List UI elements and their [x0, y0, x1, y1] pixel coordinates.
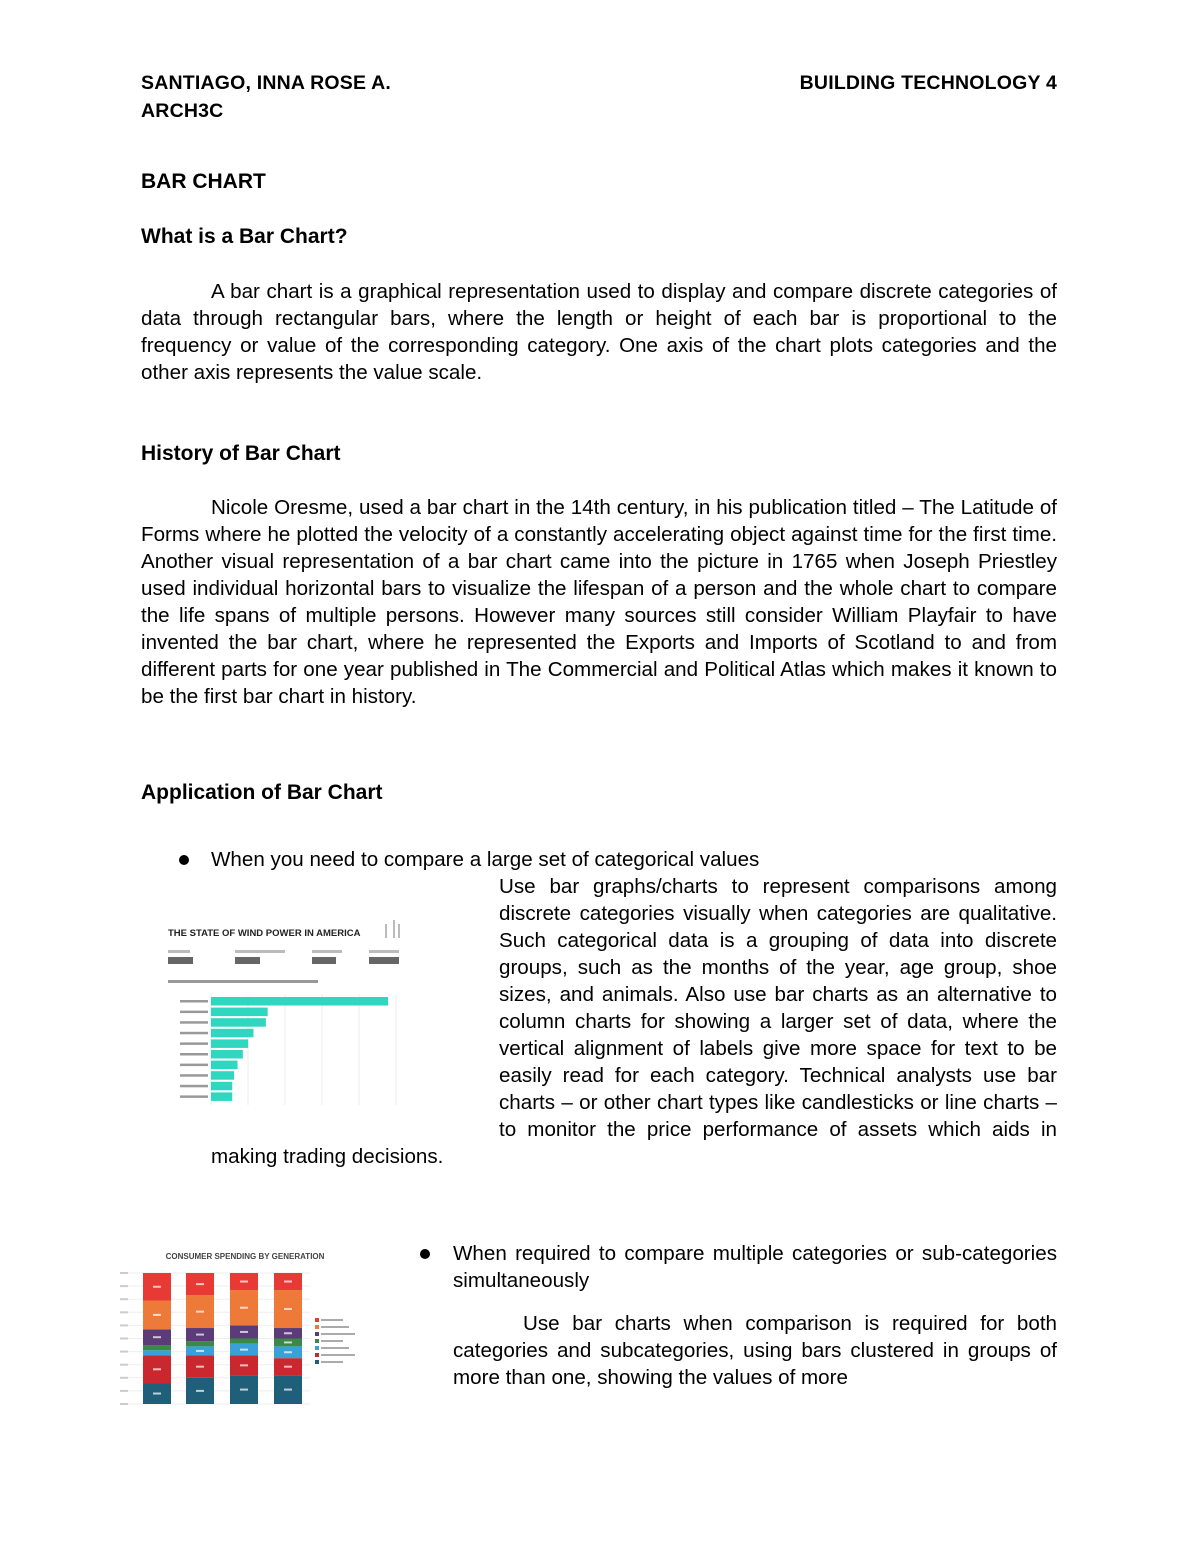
spending-data-label: [153, 1368, 161, 1370]
spending-legend-swatch: [315, 1332, 319, 1336]
spending-legend-label: [321, 1361, 343, 1363]
spending-legend-label: [321, 1347, 349, 1349]
spending-tick-label: [120, 1272, 128, 1274]
history-heading: History of Bar Chart: [141, 442, 341, 465]
spending-tick-label: [120, 1338, 128, 1340]
spending-legend-label: [321, 1333, 355, 1335]
spending-data-label: [284, 1389, 292, 1391]
wind-category-label: [180, 1085, 208, 1088]
spending-tick-label: [120, 1324, 128, 1326]
spending-segment: [186, 1341, 214, 1346]
wind-bar: [211, 1071, 234, 1080]
wind-category-label: [180, 1032, 208, 1035]
spending-legend-label: [321, 1340, 343, 1342]
spending-segment: [143, 1345, 171, 1350]
application-heading: Application of Bar Chart: [141, 781, 383, 804]
history-paragraph: Nicole Oresme, used a bar chart in the 14th century, in his publication titled – The Latitude of Forms where he plotted the velocity of a constantly accelerating object against time for the first time. Another visual representation of a bar chart came into the picture in 1765 when Joseph Priestley used individual horizontal bars to visualize the lifespan of a person and the whole chart to compare the life spans of multiple persons. However many sources still consider William Playfair to have invented the bar chart, where he represented the Exports and Imports of Scotland to and from different parts for one year published in The Commercial and Political Atlas which makes it known to be the first bar chart in history.: [141, 496, 1057, 708]
wind-bar: [211, 1050, 243, 1059]
turbine-icon: [386, 920, 399, 938]
wind-bar: [211, 1029, 253, 1038]
wind-bar: [211, 997, 388, 1006]
wind-bar: [211, 1061, 238, 1070]
spending-tick-label: [120, 1390, 128, 1392]
spending-tick-label: [120, 1285, 128, 1287]
spending-legend-label: [321, 1354, 355, 1356]
wind-stats: [168, 950, 399, 983]
spending-legend-swatch: [315, 1353, 319, 1357]
wind-category-label: [180, 1021, 208, 1024]
spending-tick-label: [120, 1377, 128, 1379]
spending-tick-label: [120, 1364, 128, 1366]
wind-bar: [211, 1008, 268, 1017]
author-name: SANTIAGO, INNA ROSE A.: [141, 72, 391, 94]
bullet2-title: When required to compare multiple categories or sub-categories simultaneously: [453, 1242, 1057, 1292]
spending-legend-swatch: [315, 1318, 319, 1322]
spending-data-label: [284, 1281, 292, 1283]
wind-category-label: [180, 1011, 208, 1014]
wind-category-label: [180, 1074, 208, 1077]
what-heading: What is a Bar Chart?: [141, 225, 348, 248]
spending-data-label: [284, 1308, 292, 1310]
spending-data-label: [153, 1314, 161, 1316]
wind-bar: [211, 1092, 232, 1101]
wind-category-label: [180, 1095, 208, 1098]
wind-category-label: [180, 1053, 208, 1056]
spending-segment: [143, 1350, 171, 1355]
spending-data-label: [196, 1366, 204, 1368]
wind-category-label: [180, 1042, 208, 1045]
spending-data-label: [240, 1349, 248, 1351]
spending-tick-label: [120, 1403, 128, 1405]
author-section: ARCH3C: [141, 100, 224, 122]
wind-category-label: [180, 1064, 208, 1067]
spending-data-label: [196, 1283, 204, 1285]
wind-power-chart-image: [160, 910, 420, 1120]
spending-legend-swatch: [315, 1325, 319, 1329]
spending-data-label: [196, 1350, 204, 1352]
course-name: BUILDING TECHNOLOGY 4: [799, 72, 1057, 94]
wind-bar: [211, 1039, 248, 1048]
spending-legend-swatch: [315, 1360, 319, 1364]
spending-legend-label: [321, 1326, 349, 1328]
document-title: BAR CHART: [141, 170, 266, 193]
spending-legend-swatch: [315, 1339, 319, 1343]
spending-tick-label: [120, 1311, 128, 1313]
bullet2-paragraph: Use bar charts when comparison is required for both categories and subcategories, using bars clustered in groups of more than one, showing the values of more: [453, 1312, 1057, 1389]
spending-data-label: [240, 1307, 248, 1309]
spending-data-label: [196, 1311, 204, 1313]
bullet1-paragraph: Use bar graphs/charts to represent comparisons among discrete categories visually when categories are qualitative. Such categorical data is a grouping of data into discrete groups, such as the months of the year, age group, shoe sizes, and animals. Also use bar charts as an alternative to column charts for showing a larger set of data, where the vertical alignment of labels give more space for text to be easily read for each category. Technical analysts use bar charts – or other chart types like candlesticks or line charts – to monitor the price performance of assets which aids in making trading decisions.: [211, 875, 1057, 1168]
spending-tick-label: [120, 1298, 128, 1300]
spending-data-label: [240, 1281, 248, 1283]
spending-data-label: [284, 1341, 292, 1343]
spending-tick-label: [120, 1351, 128, 1353]
wind-bar: [211, 1018, 266, 1026]
spending-data-label: [196, 1390, 204, 1392]
consumer-spending-chart-image: [110, 1240, 380, 1415]
bullet-icon: [179, 855, 189, 865]
wind-bar: [211, 1082, 232, 1091]
spending-data-label: [240, 1331, 248, 1333]
spending-data-label: [196, 1334, 204, 1336]
bullet1-title: When you need to compare a large set of categorical values: [211, 848, 760, 871]
bullet-icon: [420, 1249, 430, 1259]
spending-chart-title: CONSUMER SPENDING BY GENERATION: [165, 1252, 325, 1261]
spending-data-label: [153, 1393, 161, 1395]
spending-data-label: [284, 1351, 292, 1353]
spending-legend-swatch: [315, 1346, 319, 1350]
spending-data-label: [153, 1286, 161, 1288]
wind-category-label: [180, 1000, 208, 1003]
spending-segment: [230, 1339, 258, 1344]
spending-data-label: [153, 1336, 161, 1338]
wind-chart-title: THE STATE OF WIND POWER IN AMERICA: [168, 928, 361, 939]
spending-data-label: [240, 1364, 248, 1366]
spending-legend-label: [321, 1319, 343, 1321]
spending-data-label: [284, 1366, 292, 1368]
what-paragraph: A bar chart is a graphical representation used to display and compare discrete categories of data through rectangular bars, where the length or height of each bar is proportional to the frequency or value of the corresponding category. One axis of the chart plots categories and the other axis represents the value scale.: [141, 280, 1057, 384]
spending-data-label: [284, 1332, 292, 1334]
spending-data-label: [240, 1389, 248, 1391]
